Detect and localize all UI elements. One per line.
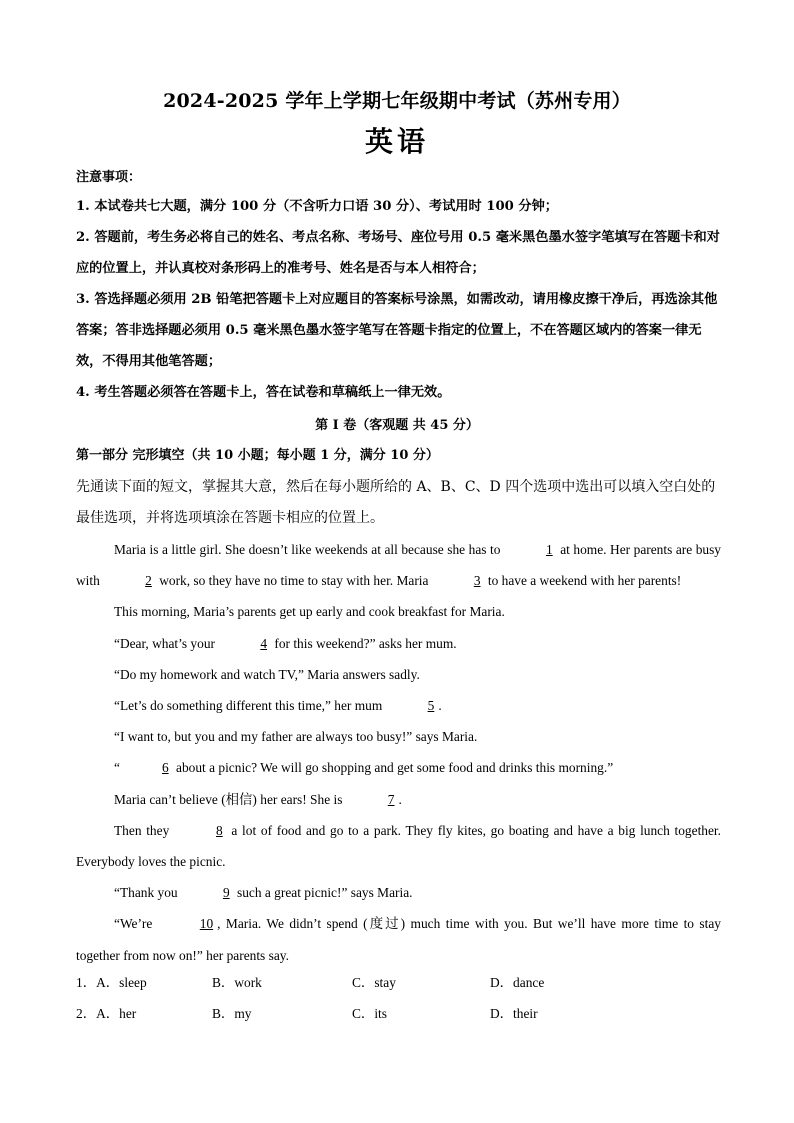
passage-text: .: [438, 698, 442, 714]
passage-paragraph-9: [76, 815, 721, 877]
notice-item-3: 3. 答选择题必须用 2B 铅笔把答题卡上对应题目的答案标号涂黑，如需改动，请用橡皮擦干净后，再选涂其他答案；答非选择题必须用 0.5 毫米黑色墨水签字笔写在答题卡指定的位置上，不在答题区域内的答案一律无效，不得用其他笔答题；: [76, 292, 718, 369]
blank-2: 2: [145, 573, 152, 589]
passage-text: a lot of food and go to a park. They fly kites, go boating and have a big lunch together. Everybody loves the picnic.: [76, 822, 721, 870]
notice-heading: 注意事项：: [76, 170, 142, 185]
blank-1: 1: [545, 542, 553, 557]
passage-paragraph-10: [76, 877, 721, 908]
blank-3: 3: [473, 573, 481, 589]
passage-text: “We’re: [114, 916, 158, 932]
option-c: C．stay: [352, 975, 396, 990]
notice-list: [76, 191, 721, 408]
part-title: 第一部分 完形填空（共 10 小题；每小题 1 分，满分 10 分）: [76, 448, 439, 463]
question-number: 2．: [76, 1006, 97, 1021]
passage-text: Then they: [114, 822, 174, 838]
question-row: [76, 1003, 721, 1034]
passage-text: for this weekend?” asks her mum.: [271, 635, 457, 651]
question-2-options: [76, 1003, 136, 1022]
passage-text: “Let’s do something different this time,” her mum: [114, 698, 386, 714]
option-a: A．sleep: [96, 975, 147, 990]
question-1-options: [76, 972, 147, 991]
passage-paragraph-2: This morning, Maria’s parents get up early and cook breakfast for Maria.: [114, 604, 505, 620]
instructions: [76, 472, 721, 534]
blank-8: 8: [215, 822, 223, 838]
section-title: 第 I 卷（客观题 共 45 分）: [315, 418, 479, 433]
passage-paragraph-3: [76, 628, 721, 659]
blank-4: 4: [260, 635, 268, 651]
passage-text: work, so they have no time to stay with her. Maria: [155, 573, 432, 589]
notice-item-4: 4. 考生答题必须答在答题卡上，答在试卷和草稿纸上一律无效。: [76, 385, 451, 400]
blank-7: 7: [387, 791, 395, 807]
passage-text: .: [398, 791, 402, 807]
notice-item-1: 1. 本试卷共七大题，满分 100 分（不含听力口语 30 分）、考试用时 100 分钟；: [76, 199, 558, 214]
passage-paragraph-1: [76, 534, 721, 596]
cloze-passage: [76, 534, 721, 971]
passage-text: Maria can’t believe (相信) her ears! She is: [114, 791, 346, 807]
blank-6: 6: [161, 760, 169, 776]
option-b: B．work: [212, 975, 262, 990]
passage-paragraph-4: “Do my homework and watch TV,” Maria answers sadly.: [114, 666, 420, 682]
passage-text: to have a weekend with her parents!: [484, 573, 682, 589]
passage-text: , Maria. We didn’t spend (度过) much time with you. But we’ll have more time to stay together from now on!” her parents say.: [76, 916, 721, 963]
blank-9: 9: [222, 885, 230, 901]
blank-5: 5: [427, 698, 435, 714]
option-c: C．its: [352, 1006, 387, 1021]
question-row: [76, 972, 721, 1003]
subject-title: 英语: [364, 125, 429, 158]
passage-paragraph-7: [76, 752, 721, 783]
passage-text: “Thank you: [114, 885, 181, 901]
passage-text: about a picnic? We will go shopping and get some food and drinks this morning.”: [172, 760, 614, 776]
blank-10: 10: [199, 916, 214, 932]
question-options: [76, 972, 721, 1034]
option-d: D．dance: [490, 975, 545, 990]
instructions-text: 先通读下面的短文，掌握其大意，然后在每小题所给的 A、B、C、D 四个选项中选出可以填入空白处的最佳选项，并将选项填涂在答题卡相应的位置上。: [76, 479, 716, 526]
option-b: B．my: [212, 1006, 252, 1021]
passage-text: such a great picnic!” says Maria.: [233, 885, 413, 901]
passage-paragraph-6: “I want to, but you and my father are always too busy!” says Maria.: [114, 729, 478, 745]
option-a: A．her: [96, 1006, 137, 1021]
passage-text: “: [114, 760, 120, 776]
notice-item-2: 2. 答题前，考生务必将自己的姓名、考点名称、考场号、座位号用 0.5 毫米黑色墨水签字笔填写在答题卡和对应的位置上，并认真校对条形码上的准考号、姓名是否与本人相符合；: [76, 230, 720, 276]
question-number: 1．: [76, 975, 97, 990]
passage-paragraph-11: [76, 908, 721, 970]
option-d: D．their: [490, 1006, 538, 1021]
passage-text: at home. Her parents are busy with: [76, 542, 721, 589]
exam-title: 2024-2025 学年上学期七年级期中考试（苏州专用）: [163, 90, 631, 112]
passage-paragraph-8: [76, 784, 721, 815]
passage-text: “Dear, what’s your: [114, 635, 219, 651]
passage-text: Maria is a little girl. She doesn’t like weekends at all because she has to: [114, 542, 504, 557]
passage-paragraph-5: [76, 690, 721, 721]
